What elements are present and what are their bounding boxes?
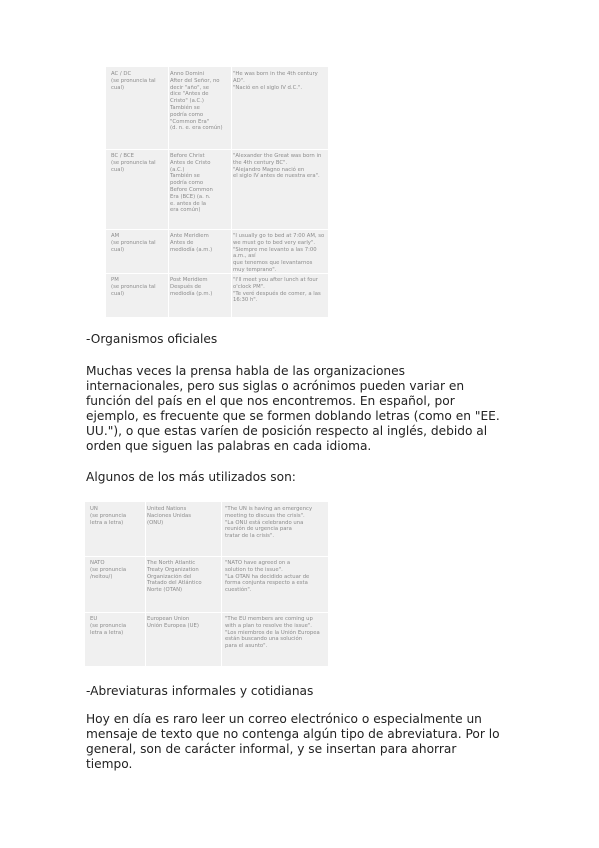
table-cell-example: "NATO have agreed on a solution to the issue". "La OTAN ha decidido actuar de forma conjunta respecto a esta cuestión". bbox=[225, 560, 310, 594]
table-row bbox=[106, 67, 328, 150]
table-cell-meaning: The North Atlantic Treaty Organization Organización del Tratado del Atlántico Norte (OTAN) bbox=[147, 560, 202, 594]
table-cell-meaning: Ante Meridiem Antes de mediodía (a.m.) bbox=[170, 233, 213, 253]
table-cell-abbreviation: UN (se pronuncia letra a letra) bbox=[90, 506, 127, 526]
table-cell-abbreviation: EU (se pronuncia letra a letra) bbox=[90, 616, 127, 636]
table-cell-example: "The UN is having an emergency meeting to discuss the crisis". "La ONU está celebrando una reunión de urgencia para tratar de la crisis". bbox=[225, 506, 313, 540]
table-row bbox=[85, 502, 328, 557]
table-cell-example: "I usually go to bed at 7:00 AM, so we must go to bed very early". "Siempre me levanto a las 7:00 a.m., así que tenemos que levantarnos muy temprano". bbox=[233, 233, 325, 273]
abbreviations-table-dates bbox=[106, 67, 328, 317]
table-cell-example: "The EU members are coming up with a plan to resolve the issue". "Los miembros de la Unión Europea están buscando una solución para el asunto". bbox=[225, 616, 320, 650]
section-heading-informales: -Abreviaturas informales y cotidianas bbox=[86, 684, 314, 698]
table-cell-example: "I'll meet you after lunch at four o'clock PM". "Te veré después de comer, a las 16:30 h". bbox=[233, 277, 321, 304]
table-cell-abbreviation: BC / BCE (se pronuncia tal cual) bbox=[111, 153, 156, 173]
table-row bbox=[85, 612, 328, 666]
table-cell-meaning: Before Christ Antes de Cristo (a.C.) También se podría como Before Common Era (BCE) (a. n. e. antes de la era común) bbox=[170, 153, 213, 214]
table-cell-abbreviation: AC / DC (se pronuncia tal cual) bbox=[111, 71, 156, 91]
abbreviations-table-organizations bbox=[85, 502, 328, 666]
table-row bbox=[106, 149, 328, 230]
table-row bbox=[85, 556, 328, 613]
table-cell-abbreviation: PM (se pronuncia tal cual) bbox=[111, 277, 156, 297]
table-cell-example: "Alexander the Great was born in the 4th century BC". "Alejandro Magno nació en el siglo IV antes de nuestra era". bbox=[233, 153, 322, 180]
table-row bbox=[106, 229, 328, 274]
paragraph-informales: Hoy en día es raro leer un correo electrónico o especialmente un mensaje de texto que no contenga algún tipo de abreviatura. Por lo general, son de carácter informal, y se insertan para ahorrar tiempo. bbox=[86, 712, 500, 771]
paragraph-organismos: Muchas veces la prensa habla de las organizaciones internacionales, pero sus siglas o acrónimos pueden variar en función del país en el que nos encontremos. En español, por ejemplo, es frecuente que se formen doblando letras (como en "EE. UU."), o que estas varíen de posición respecto al inglés, debido al orden que siguen las palabras en cada idioma. bbox=[86, 364, 500, 453]
table-cell-abbreviation: AM (se pronuncia tal cual) bbox=[111, 233, 156, 253]
table-cell-meaning: Post Meridiem Después de mediodía (p.m.) bbox=[170, 277, 213, 297]
table-cell-meaning: European Union Unión Europea (UE) bbox=[147, 616, 199, 629]
table-cell-meaning: United Nations Naciones Unidas (ONU) bbox=[147, 506, 191, 526]
table-cell-example: "He was born in the 4th century AD". "Nació en el siglo IV d.C.". bbox=[233, 71, 318, 91]
table-cell-meaning: Anno Domini After del Señor, no decir "año", se dice "Antes de Cristo" (a.C.) También se podría como "Common Era" (d. n. e. era común) bbox=[170, 71, 223, 132]
table-cell-abbreviation: NATO (se pronuncia /neitou/) bbox=[90, 560, 127, 580]
table-row bbox=[106, 273, 328, 317]
section-heading-organismos: -Organismos oficiales bbox=[86, 332, 218, 346]
paragraph-most-used: Algunos de los más utilizados son: bbox=[86, 470, 296, 484]
